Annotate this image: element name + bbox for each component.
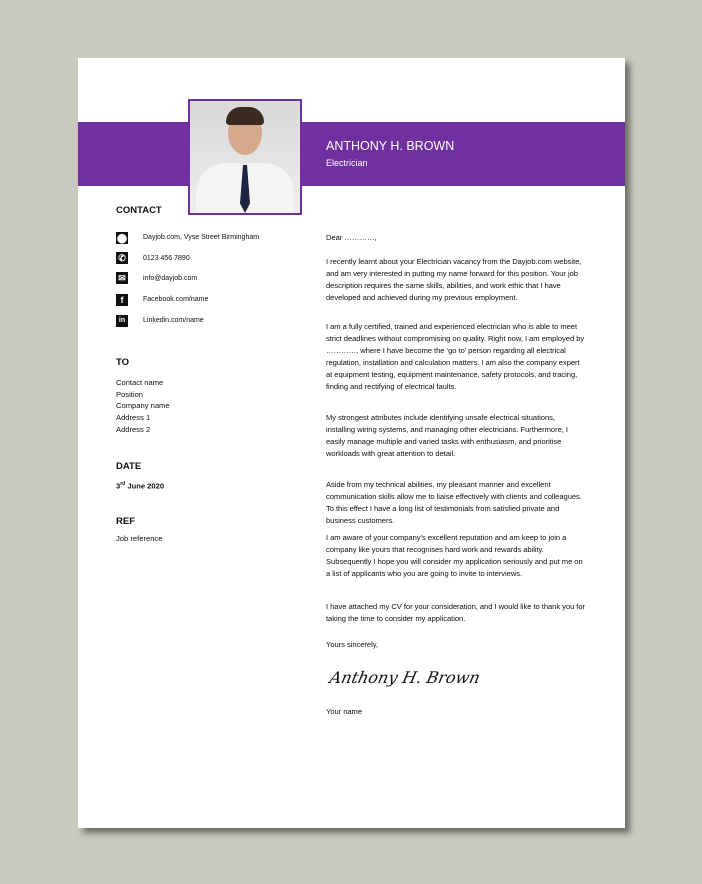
your-name: Your name: [326, 707, 362, 716]
paragraph-1: I recently learnt about your Electrician vacancy from the Dayjob.com website, and am very interested in putting my name forward for this position. Your job description requires the same skills, abilities, and work ethic that I have developed and achieved during my previous employment.: [326, 257, 582, 302]
to-position: Position: [116, 390, 144, 399]
contact-address: Dayjob.com, Vyse Street Birmingham: [143, 234, 260, 241]
to-address-1: Address 1: [116, 413, 151, 422]
date-value: 3rd June 2020: [116, 481, 165, 491]
profile-photo: [188, 99, 302, 215]
contact-facebook: Facebook.com/name: [143, 296, 209, 303]
contact-phone: 0123 456 7890: [143, 255, 190, 262]
paragraph-3: My strongest attributes include identifying unsafe electrical situations, installing wiring systems, and managing other electricians. Furthermore, I easily manage multiple and varied tasks with enthusiasm, and prioritise workloads with great attention to detail.: [326, 413, 568, 458]
ref-value: Job reference: [116, 534, 163, 543]
paragraph-4: Aside from my technical abilities, my pleasant manner and excellent communication skills allow me to liaise effectively with clients and colleagues. To this effect I have a long list of testimonials from satisfied private and business customers.: [326, 480, 582, 525]
email-icon: ✉: [116, 272, 128, 284]
paragraph-2: I am a fully certified, trained and experienced electrician who is able to meet strict deadlines without compromising on quality. Right now, I am employed by …………, where I have become the ‘go to’ person regarding all electrical regulation, installation and calculation matters. I am also the company expert at equipment testing, equipment maintenance, safety protocols, and tracing, finding and rectifying of electrical faults.: [326, 322, 585, 391]
to-heading: TO: [116, 357, 130, 368]
greeting: Dear …………,: [326, 233, 377, 242]
linkedin-icon: in: [116, 315, 128, 327]
applicant-name: ANTHONY H. BROWN: [326, 139, 455, 153]
phone-icon: ✆: [116, 252, 128, 264]
paragraph-6: I have attached my CV for your consideration, and I would like to thank you for taking the time to consider my application.: [326, 602, 586, 623]
paragraph-5: I am aware of your company’s excellent reputation and am keep to join a company like yours that recognises hard work and rewards ability. Subsequently I hope you will consider my application seriously and put me on a list of applicants who you are going to invite to interviews.: [326, 533, 583, 578]
to-contact: Contact name: [116, 378, 164, 387]
contact-email: info@dayjob.com: [143, 275, 198, 282]
signature: Anthony H. Brown: [327, 668, 482, 687]
closing: Yours sincerely,: [326, 640, 378, 649]
location-icon: ⬤: [116, 233, 128, 243]
to-company: Company name: [116, 401, 170, 410]
ref-heading: REF: [116, 516, 135, 527]
to-address-2: Address 2: [116, 425, 151, 434]
contact-heading: CONTACT: [116, 205, 162, 216]
contact-linkedin: Linkedin.com/name: [143, 317, 204, 324]
applicant-role: Electrician: [326, 158, 368, 168]
header-band: [78, 122, 625, 186]
date-heading: DATE: [116, 461, 142, 472]
facebook-icon: f: [116, 294, 128, 306]
